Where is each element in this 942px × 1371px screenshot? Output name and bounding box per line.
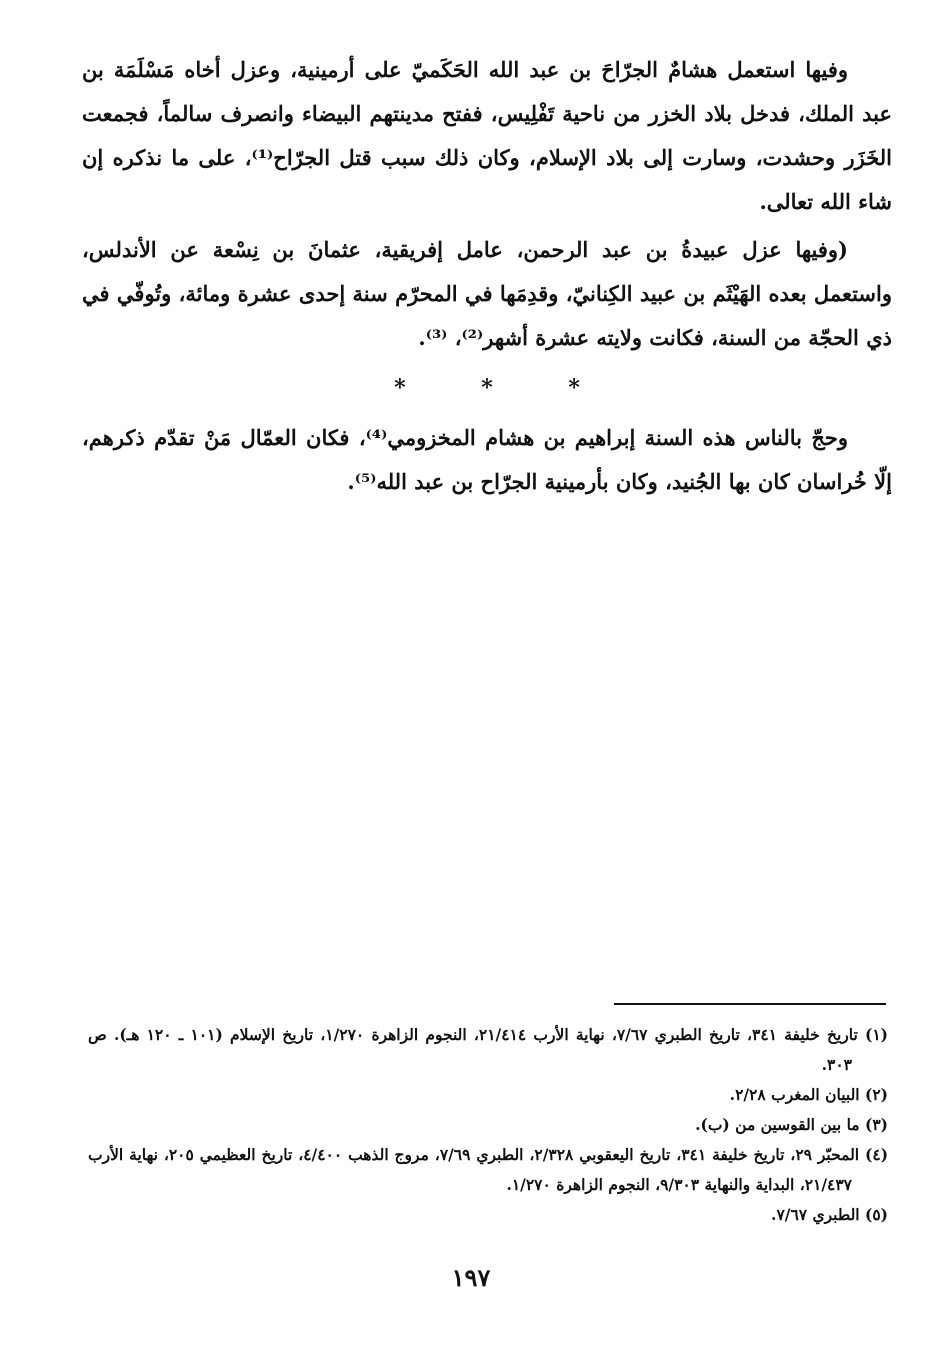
paragraph-2: (وفيها عزل عبيدةُ بن عبد الرحمن، عامل إفريقية، عثمانَ بن نِسْعة عن الأندلس، واستعمل بعده الهَيْثَم بن عبيد الكِنانيّ، وقدِمَها في المحرّم سنة إحدى عشرة ومائة، وتُوفّي في ذي الحجّة من السنة، فكانت ولايته عشرة أشهر⁽²⁾، ⁽³⁾. <box>82 237 892 350</box>
section-separator-stars: * * * <box>394 375 614 401</box>
footnote-4: (٤) المحبّر ٢٩، تاريخ خليفة ٣٤١، تاريخ اليعقوبي ٢/٣٢٨، الطبري ٧/٦٩، مروج الذهب ٤/٤٠٠، تاريخ العظيمي ٢٠٥، نهاية الأرب ٢١/٤٣٧، البداية والنهاية ٩/٣٠٣، النجوم الزاهرة ١/٢٧٠. <box>88 1145 889 1194</box>
footnotes <box>88 1020 888 1230</box>
page-number: ١٩٧ <box>451 1263 491 1292</box>
footnote-separator-line <box>614 1003 886 1005</box>
paragraph-1: وفيها استعمل هشامٌ الجرّاحَ بن عبد الله الحَكَميّ على أرمينية، وعزل أخاه مَسْلَمَة بن عبد الملك، فدخل بلاد الخزر من ناحية تَفْلِيس، ففتح مدينتهم البيضاء وانصرف سالماً، فجمعت الخَزَر وحشدت، وسارت إلى بلاد الإسلام، وكان ذلك سبب قتل الجرّاح⁽¹⁾، على ما نذكره إن شاء الله تعالى. <box>82 57 893 214</box>
footnote-3: (٣) ما بين القوسين من (ب). <box>695 1115 888 1134</box>
footnote-5: (٥) الطبري ٧/٦٧. <box>771 1205 888 1224</box>
paragraph-3: وحجّ بالناس هذه السنة إبراهيم بن هشام المخزومي⁽⁴⁾، فكان العمّال مَنْ تقدّم ذكرهم، إلّا خُراسان كان بها الجُنيد، وكان بأرمينية الجرّاح بن عبد الله⁽⁵⁾. <box>82 425 892 494</box>
footnote-2: (٢) البيان المغرب ٢/٢٨. <box>729 1085 888 1104</box>
main-text <box>82 48 892 504</box>
footnote-1: (١) تاريخ خليفة ٣٤١، تاريخ الطبري ٧/٦٧، نهاية الأرب ٢١/٤١٤، النجوم الزاهرة ١/٢٧٠، تاريخ الإسلام (١٠١ ـ ١٢٠ هـ). ص ٣٠٣. <box>88 1025 888 1074</box>
